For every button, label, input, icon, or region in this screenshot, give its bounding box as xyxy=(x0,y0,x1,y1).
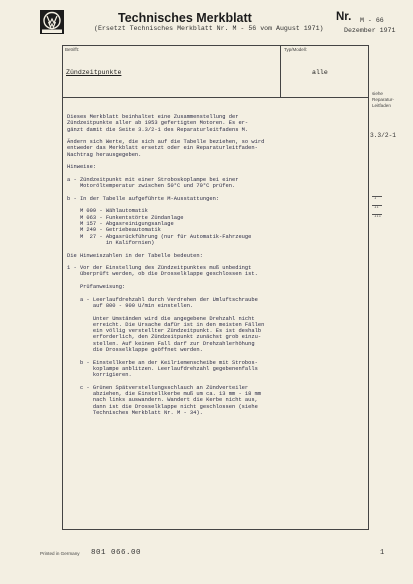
side-reference-label: siehe Reparatur- Leitfaden xyxy=(372,91,394,108)
document-body: Dieses Merkblatt beinhaltet eine Zusammenstellung der Zündzeitpunkte aller ab 1953 gefertigten Motoren. Es er- gänzt damit die Seite 3.3/2-1 des Reparaturleitfadens M. Ändern sich Werte, die sich auf die Tabelle beziehen, so wird entweder das Merkblatt ersetzt oder ein Reparaturleitfaden- Nachtrag herausgegeben. Hinweise: a - Zündzeitpunkt mit einer Stroboskoplampe bei einer Motoröltemperatur zwischen 50°C und 70°C prüfen. b - In der Tabelle aufgeführte M-Ausstattungen: M 009 - Wählautomatik M 063 - Funkentstörte Zündanlage M 157 - Abgasreinigungsanlage M 249 - Getriebeautomatik M 27 - Abgasrückführung (nur für Automatik-Fahrzeuge in Kalifornien) Die Hinweiszahlen in der Tabelle bedeuten: 1 - Vor der Einstellung des Zündzeitpunktes muß unbedingt überprüft werden, ob die Drosselklappe geschlossen ist. Prüfanweisung: a - Leerlaufdrehzahl durch Verdrehen der Umluftschraube auf 800 - 900 U/min einstellen. Unter Umständen wird die angegebene Drehzahl nicht erreicht. Die Ursache dafür ist in den meisten Fällen ein völlig verstellter Zündzeitpunkt. Es ist deshalb erforderlich, den Zündzeitpunkt zunächst grob einzu- stellen. Auf keinen Fall darf zur Drehzahlerhöhung die Drosselklappe geöffnet werden. b - Einstellkerbe an der Keilriemenscheibe mit Strobos- koplampe anblitzen. Leerlaufdrehzahl gegebenenfalls korrigieren. c - Grünen Spätverstellungsschlauch an Zündverteiler abziehen, die Einstellkerbe muß um ca. 13 mm - 18 mm nach links auswandern. Wandert die Kerbe nicht aus, dann ist die Drosselklappe nicht geschlossen (siehe Technisches Merkblatt Nr. M - 34). xyxy=(67,114,265,416)
model-label: Typ/Modell: xyxy=(284,47,308,52)
column-divider xyxy=(280,45,281,97)
header-divider xyxy=(62,97,369,98)
side-marker-text: II xyxy=(374,206,379,210)
document-subtitle: (Ersetzt Technisches Merkblatt Nr. M - 56 vom August 1971) xyxy=(94,25,324,32)
model-value: alle xyxy=(312,69,328,76)
document-number: M - 66 xyxy=(360,17,384,24)
side-marker-text: III xyxy=(374,215,382,219)
side-marker-text: I xyxy=(374,197,377,201)
page-number: 1 xyxy=(380,549,385,557)
side-reference-value: 3.3/2-1 xyxy=(370,132,396,139)
vw-service-logo xyxy=(40,10,64,34)
footer-form-number: 801 066.00 xyxy=(91,549,142,557)
document-title: Technisches Merkblatt xyxy=(118,11,252,25)
subject-label: Betrifft: xyxy=(65,47,80,52)
document-date: Dezember 1971 xyxy=(344,27,396,34)
number-label: Nr. xyxy=(336,11,352,23)
footer-printed-label: Printed in Germany xyxy=(40,551,80,556)
subject-value: Zündzeitpunkte xyxy=(66,69,122,76)
